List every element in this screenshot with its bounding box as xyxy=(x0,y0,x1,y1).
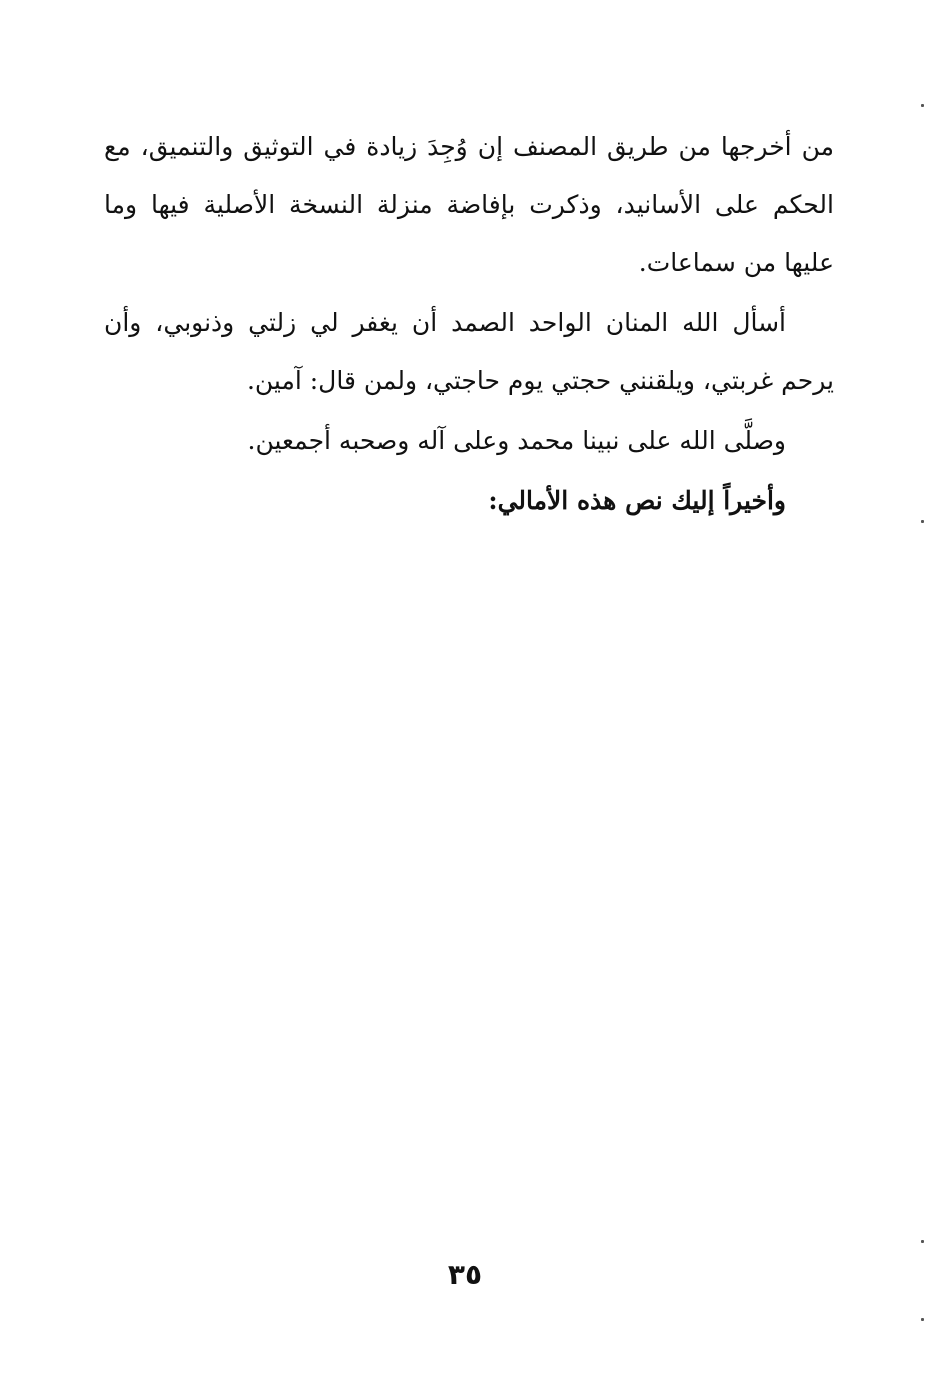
scan-edge-mark xyxy=(921,520,924,523)
scan-edge-mark xyxy=(921,104,924,107)
text-line: عليها من سماعات. xyxy=(638,248,834,277)
text-line: من أخرجها من طريق المصنف إن وُجِدَ زيادة في التوثيق والتنميق، مع xyxy=(104,132,834,161)
text-line: وصلَّى الله على نبينا محمد وعلى آله وصحبه أجمعين. xyxy=(247,426,786,455)
scan-edge-mark xyxy=(921,1318,924,1321)
text-line: وأخيراً إليك نص هذه الأمالي: xyxy=(488,486,786,515)
paragraph-supplication xyxy=(104,294,834,410)
text-line: يرحم غربتي، ويلقنني حجتي يوم حاجتي، ولمن قال: آمين. xyxy=(246,366,834,395)
scan-edge-mark xyxy=(921,1240,924,1243)
body-text xyxy=(104,118,834,530)
page-number: ٣٥ xyxy=(447,1258,483,1291)
text-line: الحكم على الأسانيد، وذكرت بإفاضة منزلة النسخة الأصلية فيها وما xyxy=(104,190,834,219)
paragraph-closing-heading xyxy=(104,472,834,530)
paragraph-continuation xyxy=(104,118,834,292)
text-line: أسأل الله المنان الواحد الصمد أن يغفر لي زلتي وذنوبي، وأن xyxy=(104,308,786,337)
paragraph-salutation xyxy=(104,412,834,470)
